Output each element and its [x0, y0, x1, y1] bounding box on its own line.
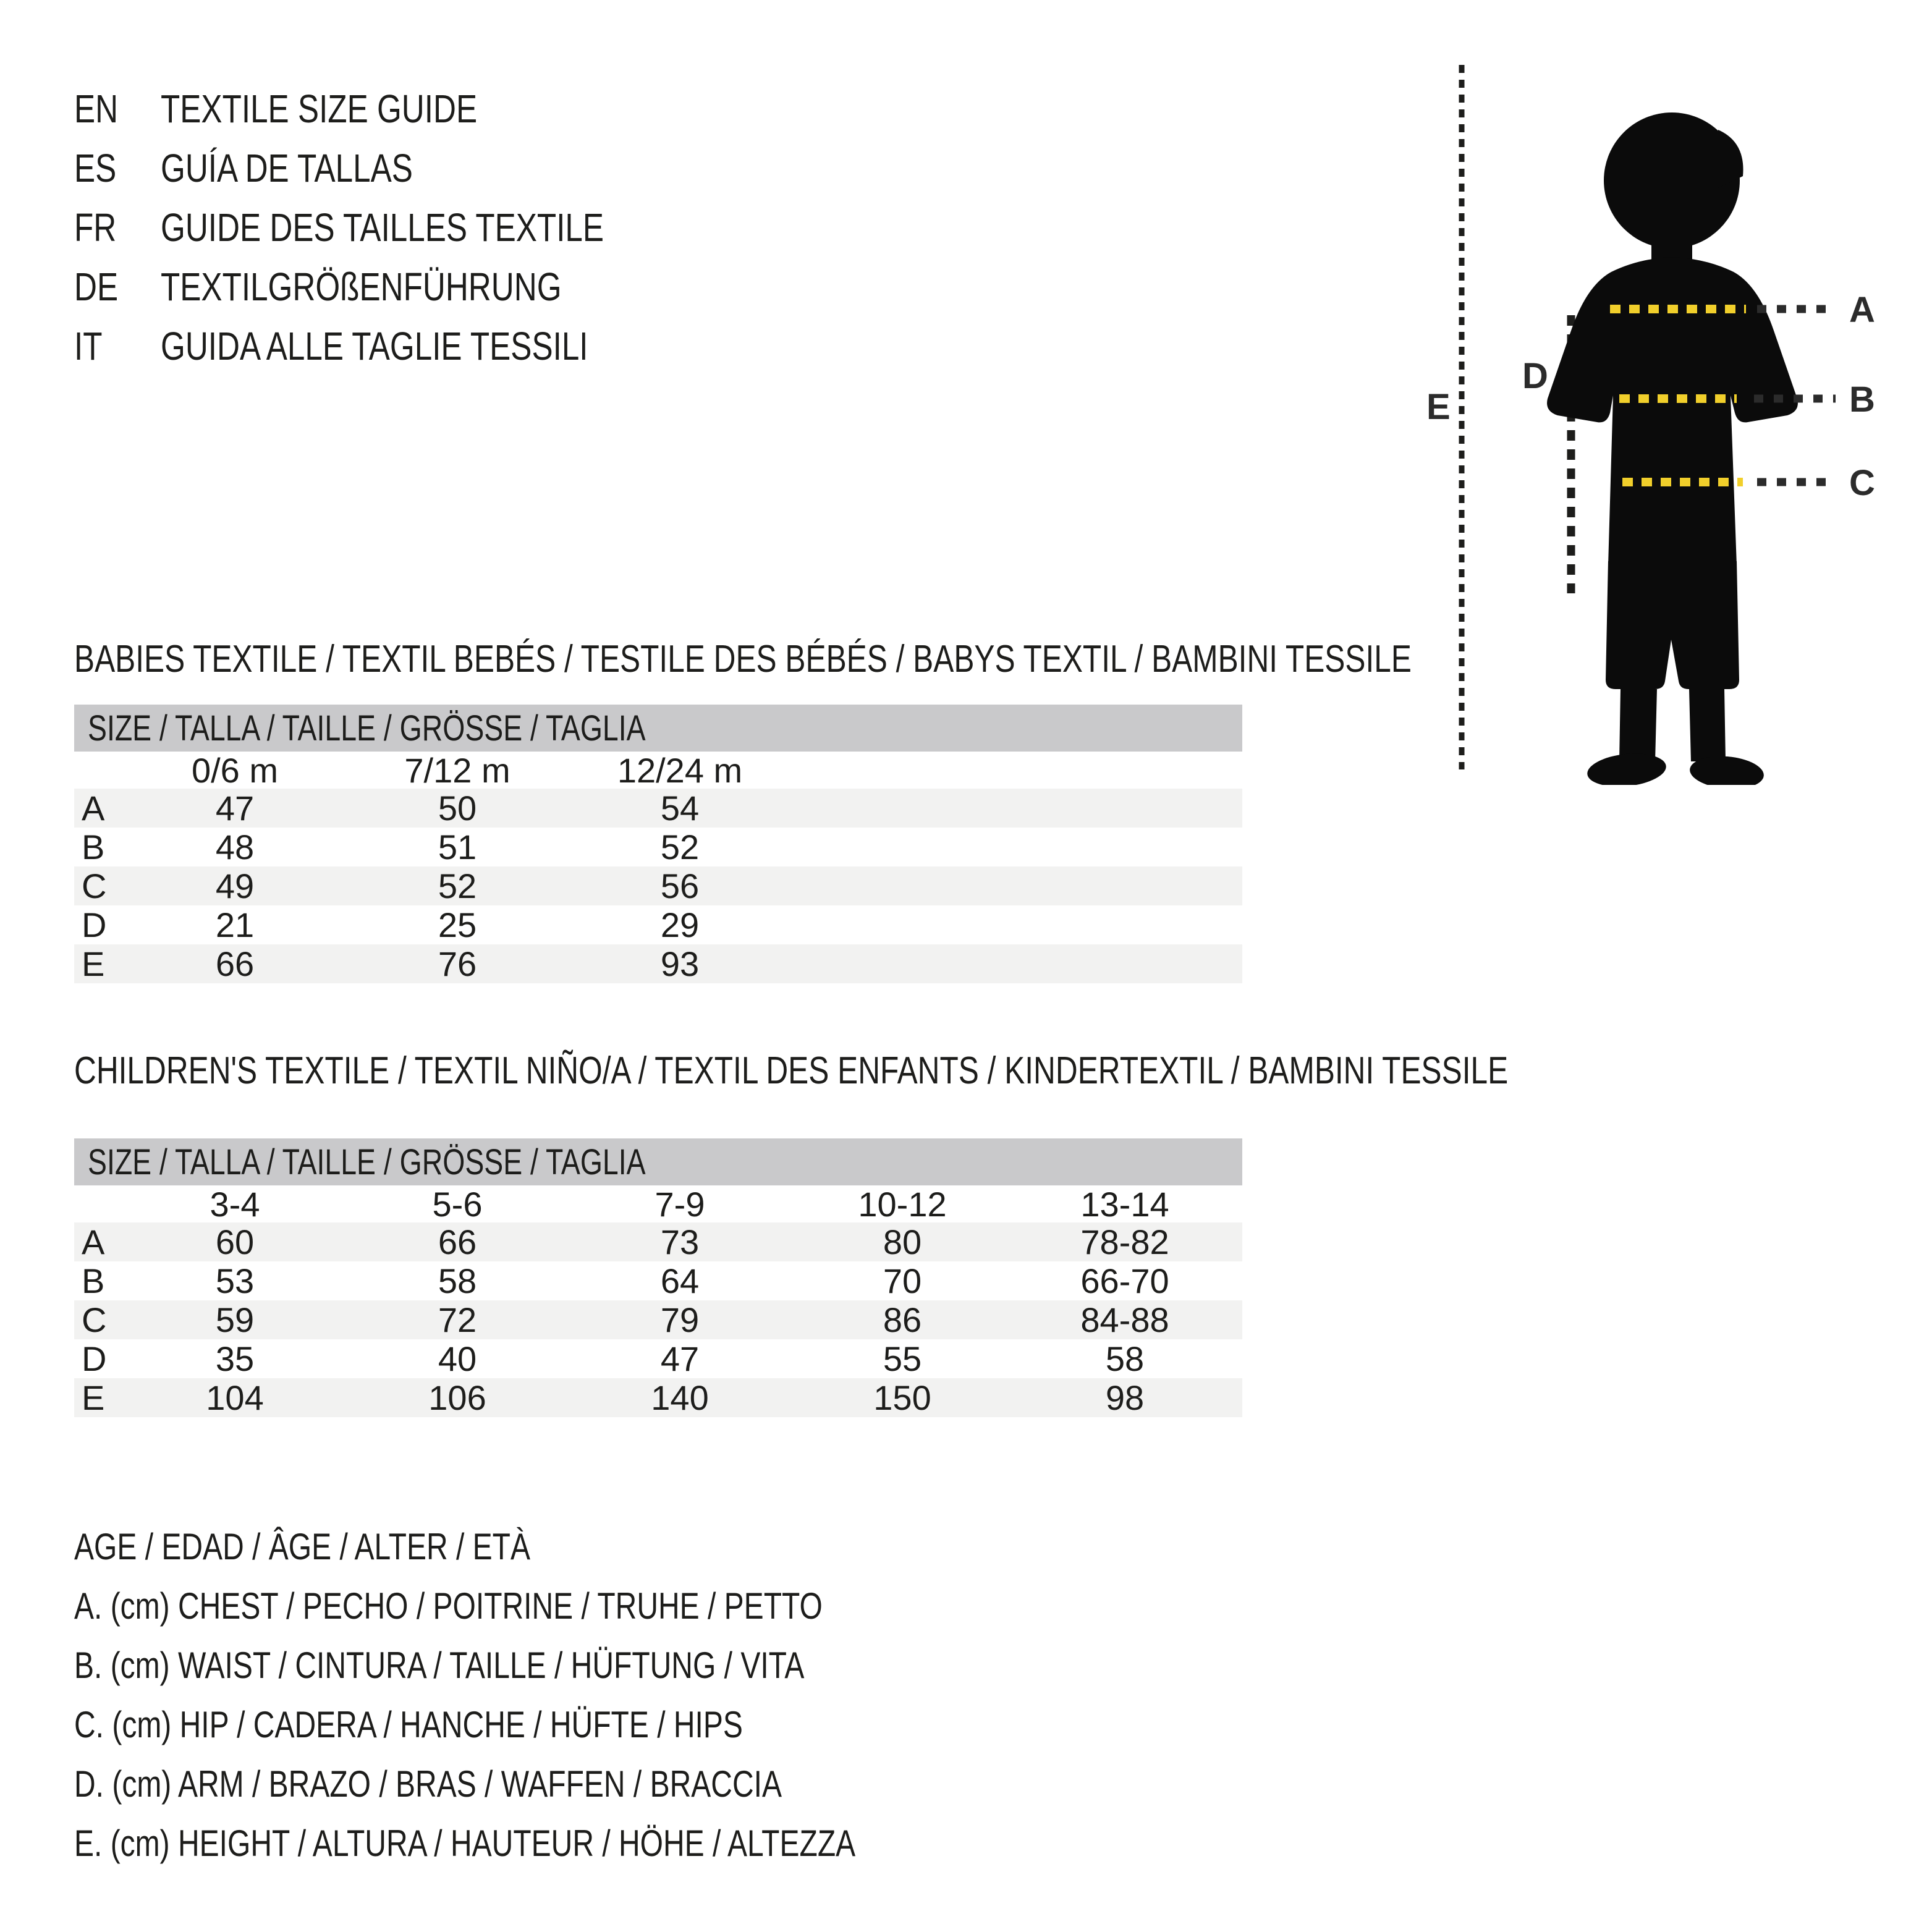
row-label: C	[82, 1300, 107, 1339]
figure-label-e: E	[1426, 387, 1451, 427]
row-label: A	[82, 1222, 105, 1261]
value-cell: 104	[206, 1378, 264, 1417]
legend-chest: A. (cm) CHEST / PECHO / POITRINE / TRUHE / PETTO	[74, 1585, 823, 1627]
table-row	[74, 1261, 1242, 1300]
column-header: 12/24 m	[617, 751, 743, 790]
lang-code: IT	[74, 324, 103, 368]
value-cell: 29	[660, 905, 700, 944]
value-cell: 70	[883, 1261, 922, 1300]
value-cell: 78-82	[1080, 1222, 1169, 1261]
children-table-header-bar	[74, 1138, 1242, 1185]
value-cell: 72	[438, 1300, 477, 1339]
figure-label-b: B	[1849, 379, 1875, 420]
row-label: B	[82, 1261, 105, 1300]
value-cell: 66	[215, 944, 255, 983]
children-column-header-row	[74, 1185, 1242, 1222]
lang-row-es	[74, 138, 604, 198]
value-cell: 66-70	[1080, 1261, 1169, 1300]
value-cell: 150	[873, 1378, 931, 1417]
figure-label-a: A	[1849, 290, 1875, 330]
lang-row-en	[74, 79, 604, 138]
figure-label-d: D	[1522, 356, 1548, 396]
row-label: E	[82, 1378, 105, 1417]
value-cell: 49	[215, 866, 255, 905]
size-header-label: SIZE / TALLA / TAILLE / GRÖSSE / TAGLIA	[88, 1142, 646, 1182]
value-cell: 140	[651, 1378, 709, 1417]
value-cell: 84-88	[1080, 1300, 1169, 1339]
children-section-title: CHILDREN'S TEXTILE / TEXTIL NIÑO/A / TEXTIL DES ENFANTS / KINDERTEXTIL / BAMBINI TESSILE	[74, 1049, 1509, 1092]
table-row	[74, 1339, 1242, 1378]
value-cell: 79	[660, 1300, 700, 1339]
child-silhouette-icon	[1547, 112, 1798, 785]
size-header-label: SIZE / TALLA / TAILLE / GRÖSSE / TAGLIA	[88, 708, 646, 748]
lang-row-fr	[74, 198, 604, 257]
value-cell: 73	[660, 1222, 700, 1261]
value-cell: 51	[438, 828, 477, 866]
column-header: 10-12	[858, 1185, 947, 1224]
language-title-list	[74, 79, 736, 376]
value-cell: 56	[660, 866, 700, 905]
corner-cell	[74, 752, 124, 790]
row-label: A	[82, 789, 105, 828]
lang-row-it	[74, 316, 604, 376]
value-cell: 52	[438, 866, 477, 905]
lang-code: FR	[74, 205, 117, 250]
table-row	[74, 905, 1242, 944]
lang-row-de	[74, 257, 604, 316]
value-cell: 48	[215, 828, 255, 866]
lang-code: ES	[74, 146, 117, 190]
value-cell: 58	[1105, 1339, 1145, 1378]
babies-table-header-bar	[74, 705, 1242, 752]
lang-title: GUÍA DE TALLAS	[161, 146, 413, 190]
value-cell: 86	[883, 1300, 922, 1339]
value-cell: 59	[215, 1300, 255, 1339]
children-size-table	[74, 1138, 1242, 1417]
value-cell: 50	[438, 789, 477, 828]
value-cell: 25	[438, 905, 477, 944]
lang-title: TEXTILE SIZE GUIDE	[161, 87, 478, 131]
row-label: E	[82, 944, 105, 983]
value-cell: 64	[660, 1261, 700, 1300]
column-header: 3-4	[210, 1185, 260, 1224]
lang-code: EN	[74, 87, 119, 131]
column-header: 0/6 m	[191, 751, 279, 790]
table-row	[74, 1222, 1242, 1261]
value-cell: 54	[660, 789, 700, 828]
table-row	[74, 1378, 1242, 1417]
legend-age: AGE / EDAD / ÂGE / ALTER / ETÀ	[74, 1526, 530, 1567]
table-row	[74, 789, 1242, 828]
row-label: B	[82, 828, 105, 866]
figure-label-c: C	[1849, 463, 1875, 503]
lang-title: TEXTILGRÖßENFÜHRUNG	[161, 265, 562, 309]
row-label: C	[82, 866, 107, 905]
column-header: 13-14	[1080, 1185, 1169, 1224]
row-label: D	[82, 905, 107, 944]
value-cell: 106	[428, 1378, 486, 1417]
value-cell: 76	[438, 944, 477, 983]
measurement-figure	[1409, 49, 1922, 785]
value-cell: 55	[883, 1339, 922, 1378]
value-cell: 93	[660, 944, 700, 983]
column-header: 7/12 m	[404, 751, 511, 790]
row-label: D	[82, 1339, 107, 1378]
value-cell: 58	[438, 1261, 477, 1300]
value-cell: 47	[660, 1339, 700, 1378]
legend-arm: D. (cm) ARM / BRAZO / BRAS / WAFFEN / BRACCIA	[74, 1763, 782, 1805]
value-cell: 66	[438, 1222, 477, 1261]
babies-section-title: BABIES TEXTILE / TEXTIL BEBÉS / TESTILE DES BÉBÉS / BABYS TEXTIL / BAMBINI TESSILE	[74, 638, 1412, 680]
lang-title: GUIDA ALLE TAGLIE TESSILI	[161, 324, 588, 368]
babies-size-table	[74, 705, 1242, 983]
value-cell: 53	[215, 1261, 255, 1300]
value-cell: 52	[660, 828, 700, 866]
value-cell: 98	[1105, 1378, 1145, 1417]
table-row	[74, 1300, 1242, 1339]
column-header: 7-9	[655, 1185, 705, 1224]
babies-column-header-row	[74, 752, 1242, 789]
value-cell: 21	[215, 905, 255, 944]
legend-hip: C. (cm) HIP / CADERA / HANCHE / HÜFTE / HIPS	[74, 1704, 743, 1745]
value-cell: 80	[883, 1222, 922, 1261]
column-header: 5-6	[432, 1185, 483, 1224]
lang-title: GUIDE DES TAILLES TEXTILE	[161, 205, 604, 250]
legend-waist: B. (cm) WAIST / CINTURA / TAILLE / HÜFTUNG / VITA	[74, 1645, 805, 1686]
value-cell: 35	[215, 1339, 255, 1378]
legend-height: E. (cm) HEIGHT / ALTURA / HAUTEUR / HÖHE / ALTEZZA	[74, 1823, 856, 1864]
lang-code: DE	[74, 265, 119, 309]
value-cell: 60	[215, 1222, 255, 1261]
table-row	[74, 828, 1242, 866]
corner-cell	[74, 1185, 124, 1224]
value-cell: 40	[438, 1339, 477, 1378]
value-cell: 47	[215, 789, 255, 828]
measurement-legend	[74, 1517, 1051, 1873]
table-row	[74, 866, 1242, 905]
table-row	[74, 944, 1242, 983]
